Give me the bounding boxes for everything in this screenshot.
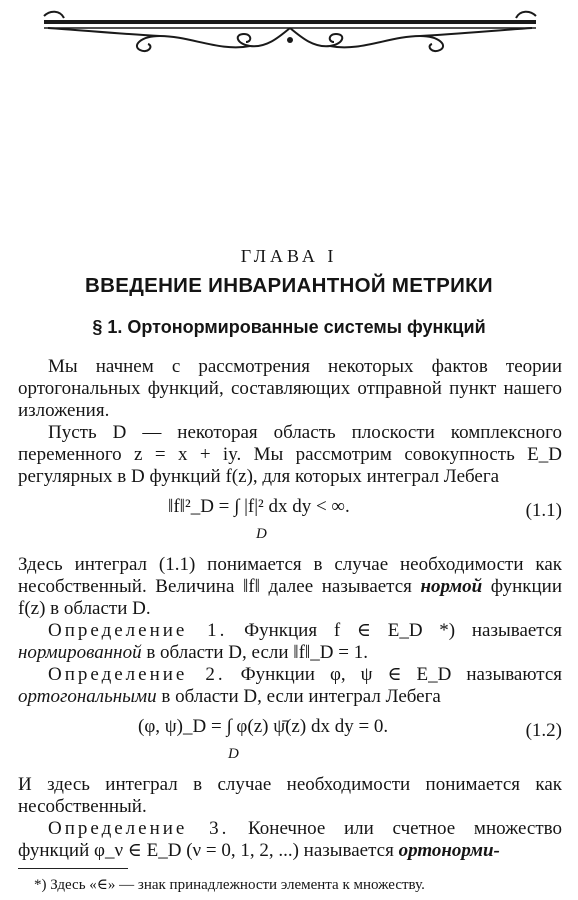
term-orthogonal: ортогональными	[18, 686, 157, 707]
chapter-label: ГЛАВА I	[240, 246, 338, 266]
formula-1-2-number: (1.2)	[525, 720, 562, 741]
paragraph-norm-b: функции f(z) в области D.	[18, 576, 562, 619]
formula-1-1-body: ‖f‖²_D = ∫ |f|² dx dy < ∞.	[168, 496, 350, 517]
chapter-title: ВВЕДЕНИЕ ИНВАРИАНТНОЙ МЕТРИКИ	[85, 274, 493, 297]
formula-1-2-domain: D	[228, 746, 239, 762]
term-orthonormal: ортонорми-	[398, 840, 500, 861]
term-normalized: нормированной	[18, 642, 142, 663]
definition-1-label: Определение 1.	[48, 620, 228, 641]
footnote: *) Здесь «∈» — знак принадлежности элемента к множеству.	[34, 877, 425, 893]
paragraph-intro: Мы начнем с рассмотрения некоторых фактов теории ортогональных функций, составляющих отправной пункт нашего изложения.	[18, 356, 562, 421]
definition-3-label: Определение 3.	[48, 818, 230, 839]
formula-1-1	[0, 492, 578, 548]
footnote-rule	[18, 868, 128, 869]
definition-2-label: Определение 2.	[48, 664, 226, 685]
formula-1-1-domain: D	[256, 526, 267, 542]
definition-3-a: Конечное или счетное множество функций φ_ν ∈ E_D (ν = 0, 1, 2, ...) называется	[18, 818, 563, 861]
definition-2	[18, 664, 562, 708]
definition-2-b: в области D, если интеграл Лебега	[161, 686, 441, 707]
paragraph-norm-a: Здесь интеграл (1.1) понимается в случае необходимости как несобственный. Величина ‖f‖ далее называется	[18, 554, 562, 597]
definition-1	[18, 620, 562, 664]
formula-1-1-number: (1.1)	[525, 500, 562, 521]
definition-2-a: Функции φ, ψ ∈ E_D называются	[240, 664, 563, 685]
paragraph-norm	[18, 554, 562, 620]
ornament-header	[40, 6, 540, 60]
section-title: § 1. Ортонормированные системы функций	[92, 317, 486, 337]
paragraph-definition-setup: Пусть D — некоторая область плоскости комплексного переменного z = x + iy. Мы рассмотрим совокупность E_D регулярных в D функций f(z), для которых интеграл Лебега	[18, 422, 562, 487]
formula-1-2	[0, 712, 578, 768]
formula-1-2-body: (φ, ψ)_D = ∫ φ(z) ψ̄(z) dx dy = 0.	[138, 716, 389, 737]
definition-1-a: Функция f ∈ E_D *) называется	[244, 620, 563, 641]
term-norm: нормой	[420, 576, 483, 597]
definition-3	[18, 818, 562, 862]
definition-1-b: в области D, если ‖f‖_D = 1.	[146, 642, 368, 663]
paragraph-improper: И здесь интеграл в случае необходимости понимается как несобственный.	[18, 774, 562, 817]
